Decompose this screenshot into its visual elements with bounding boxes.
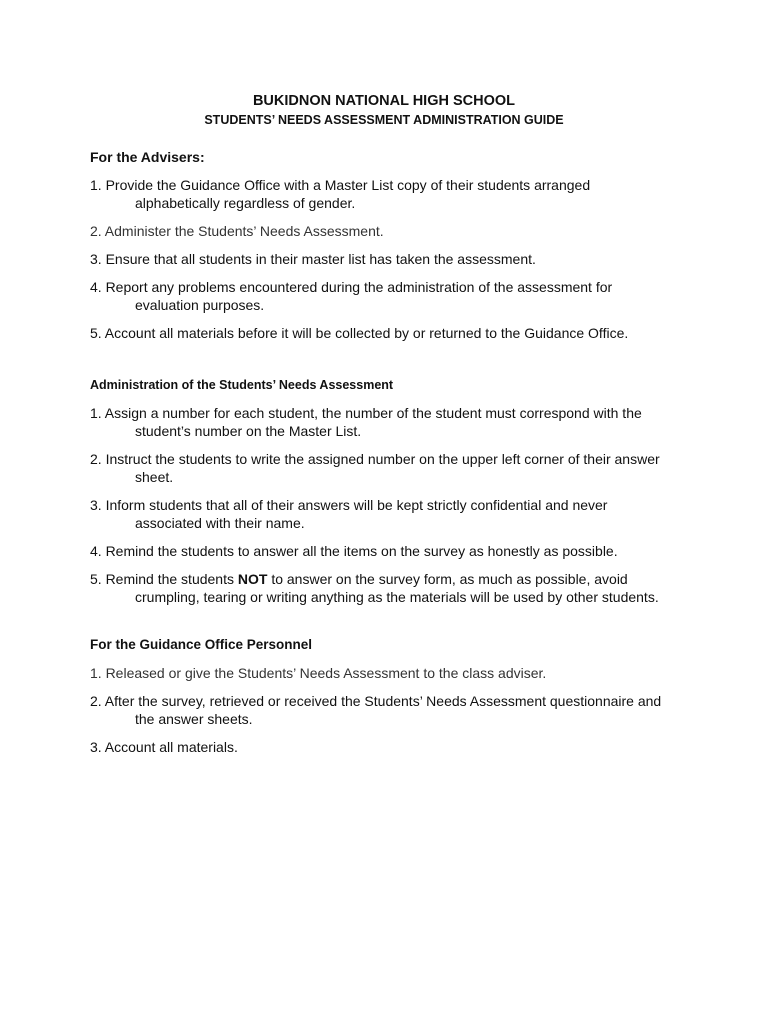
- list-item: 4. Report any problems encountered during the administration of the assessment for evaluation purposes.: [90, 279, 613, 313]
- list-item: 2. After the survey, retrieved or received the Students’ Needs Assessment questionnaire and the answer sheets.: [90, 693, 662, 727]
- list-item: 2. Administer the Students’ Needs Assessment.: [90, 223, 384, 239]
- list-item: 4. Remind the students to answer all the items on the survey as honestly as possible.: [90, 543, 618, 559]
- item-text-before: 5. Remind the students: [90, 571, 238, 587]
- emphasis-not: NOT: [237, 571, 268, 587]
- section-heading-administration: Administration of the Students’ Needs Assessment: [90, 378, 394, 392]
- list-item: 2. Instruct the students to write the assigned number on the upper left corner of their answer sheet.: [90, 451, 660, 485]
- document-title: STUDENTS’ NEEDS ASSESSMENT ADMINISTRATION GUIDE: [204, 113, 564, 127]
- section-heading-advisers: For the Advisers:: [90, 149, 205, 165]
- list-item: 3. Ensure that all students in their master list has taken the assessment.: [90, 251, 536, 267]
- list-item: 1. Released or give the Students’ Needs Assessment to the class adviser.: [90, 665, 547, 681]
- guidance-list: [90, 664, 678, 756]
- administration-list: [90, 404, 678, 606]
- list-item: 3. Account all materials.: [90, 739, 238, 755]
- section-heading-guidance: For the Guidance Office Personnel: [90, 637, 313, 652]
- list-item: 5. Account all materials before it will be collected by or returned to the Guidance Office.: [90, 325, 629, 341]
- item-text-after: to answer on the survey form, as much as possible, avoid crumpling, tearing or writing anything as the materials will be used by other students.: [135, 571, 659, 605]
- list-item: [90, 570, 678, 606]
- advisers-list: [90, 176, 678, 342]
- list-item: 3. Inform students that all of their answers will be kept strictly confidential and never associated with their name.: [90, 497, 608, 531]
- school-name: BUKIDNON NATIONAL HIGH SCHOOL: [252, 93, 516, 109]
- list-item: 1. Assign a number for each student, the number of the student must correspond with the student’s number on the Master List.: [90, 405, 642, 439]
- list-item: 1. Provide the Guidance Office with a Master List copy of their students arranged alphabetically regardless of gender.: [90, 177, 591, 211]
